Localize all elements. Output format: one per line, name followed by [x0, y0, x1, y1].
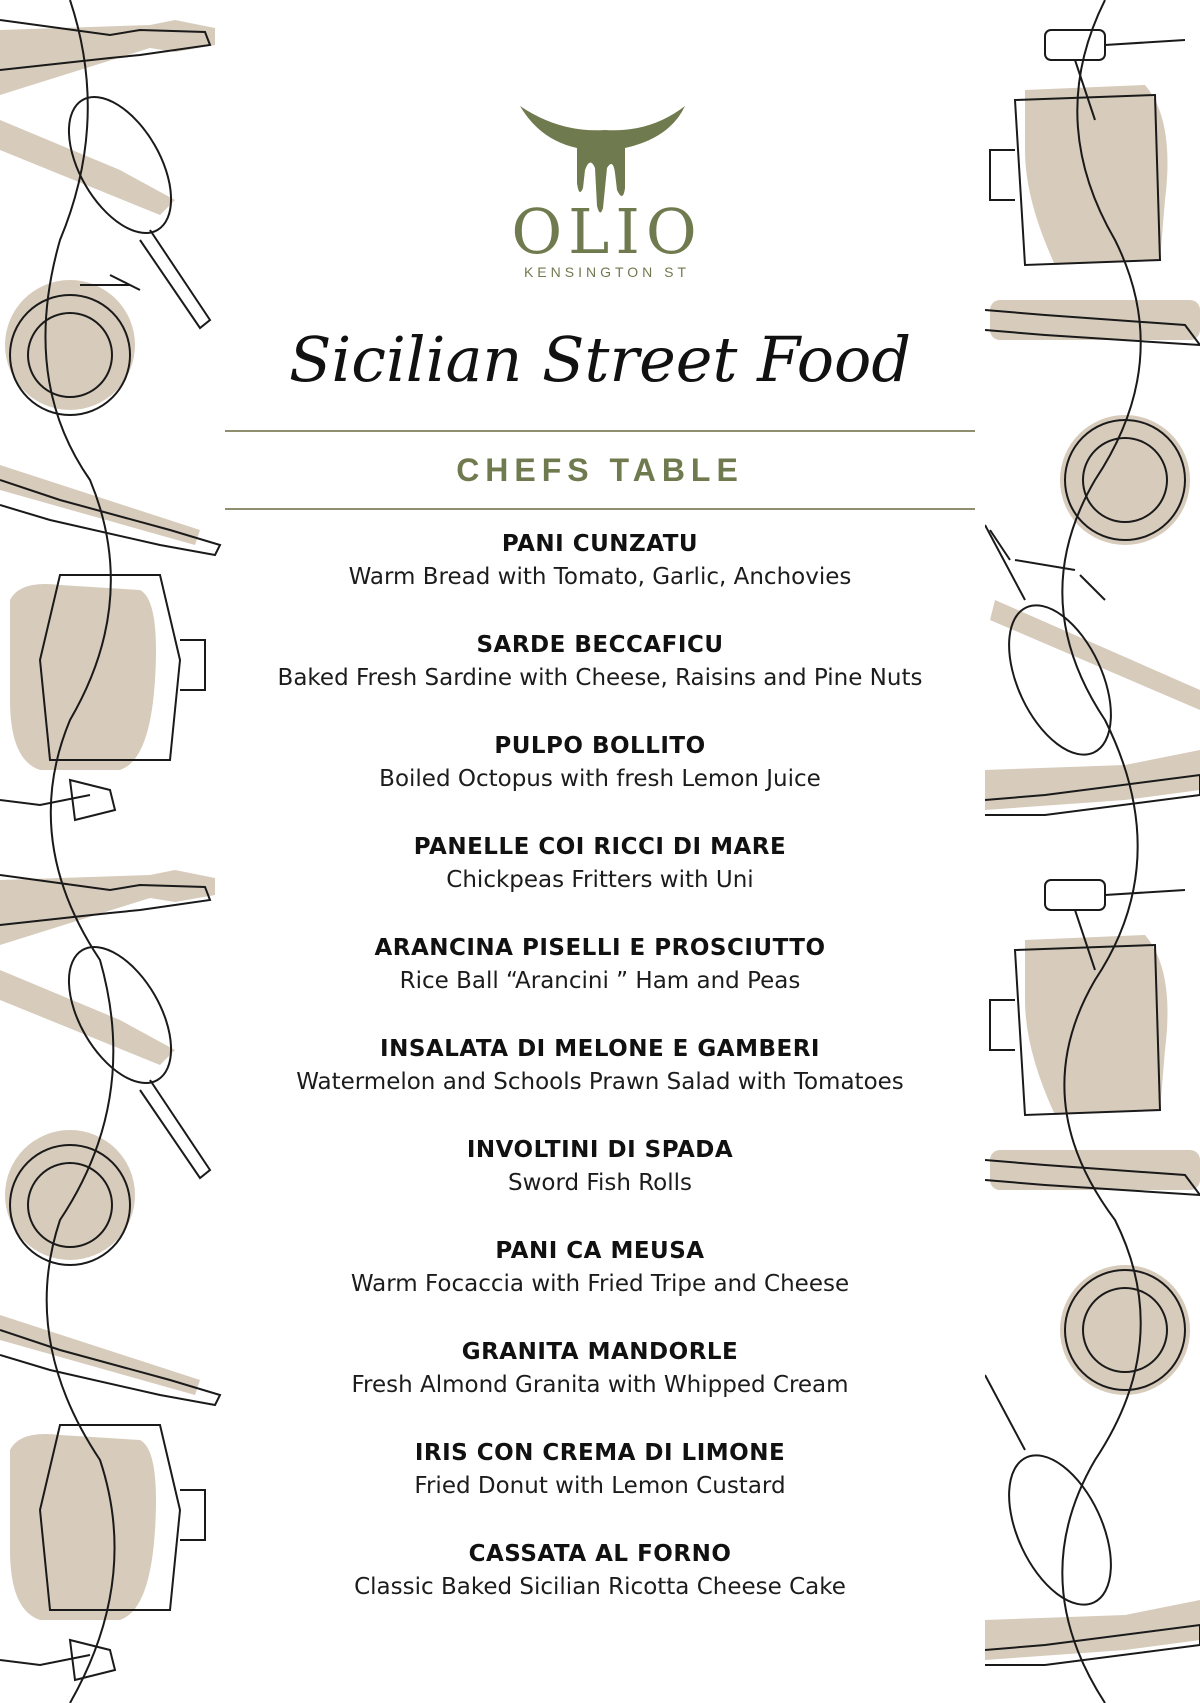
- dish-name: PANI CUNZATU: [501, 531, 699, 557]
- dish-name: PANI CA MEUSA: [495, 1238, 705, 1264]
- dish-name: IRIS CON CREMA DI LIMONE: [414, 1440, 786, 1466]
- menu-item: [235, 1033, 965, 1134]
- divider-bottom: [225, 508, 975, 510]
- right-utensil-border: [985, 0, 1200, 1703]
- dish-description: Fried Donut with Lemon Custard: [414, 1473, 786, 1499]
- olio-logo: [485, 98, 725, 288]
- dish-name: ARANCINA PISELLI E PROSCIUTTO: [374, 935, 826, 961]
- dish-name: PANELLE COI RICCI DI MARE: [413, 834, 787, 860]
- menu-item: [235, 528, 965, 629]
- dish-description: Fresh Almond Granita with Whipped Cream: [351, 1372, 849, 1398]
- dish-name: PULPO BOLLITO: [494, 733, 706, 759]
- dish-description: Sword Fish Rolls: [507, 1170, 693, 1196]
- dish-description: Warm Bread with Tomato, Garlic, Anchovies: [348, 564, 852, 590]
- menu-item: [235, 1235, 965, 1336]
- dish-name: INVOLTINI DI SPADA: [466, 1137, 734, 1163]
- menu-item: [235, 932, 965, 1033]
- divider-top: [225, 430, 975, 432]
- section-title: CHEFS TABLE: [456, 452, 744, 488]
- dish-description: Watermelon and Schools Prawn Salad with Tomatoes: [296, 1069, 904, 1095]
- menu-title: Sicilian Street Food: [288, 323, 912, 396]
- logo-wordmark: OLIO: [511, 195, 703, 268]
- menu-item: [235, 1538, 965, 1639]
- dish-description: Boiled Octopus with fresh Lemon Juice: [379, 766, 821, 792]
- menu-item: [235, 1336, 965, 1437]
- menu-item: [235, 1134, 965, 1235]
- dish-description: Warm Focaccia with Fried Tripe and Cheese: [350, 1271, 850, 1297]
- left-utensil-border: [0, 0, 235, 1703]
- menu-list: [235, 528, 965, 1639]
- dish-description: Baked Fresh Sardine with Cheese, Raisins and Pine Nuts: [277, 665, 923, 691]
- dish-name: INSALATA DI MELONE E GAMBERI: [380, 1036, 820, 1062]
- logo-location: KENSINGTON ST: [523, 264, 691, 280]
- menu-item: [235, 831, 965, 932]
- menu-item: [235, 730, 965, 831]
- dish-name: GRANITA MANDORLE: [461, 1339, 739, 1365]
- dish-description: Chickpeas Fritters with Uni: [446, 867, 754, 893]
- menu-item: [235, 629, 965, 730]
- dish-description: Classic Baked Sicilian Ricotta Cheese Cake: [354, 1574, 846, 1600]
- menu-item: [235, 1437, 965, 1538]
- dish-description: Rice Ball “Arancini ” Ham and Peas: [399, 968, 801, 994]
- dish-name: CASSATA AL FORNO: [468, 1541, 732, 1567]
- dish-name: SARDE BECCAFICU: [476, 632, 724, 658]
